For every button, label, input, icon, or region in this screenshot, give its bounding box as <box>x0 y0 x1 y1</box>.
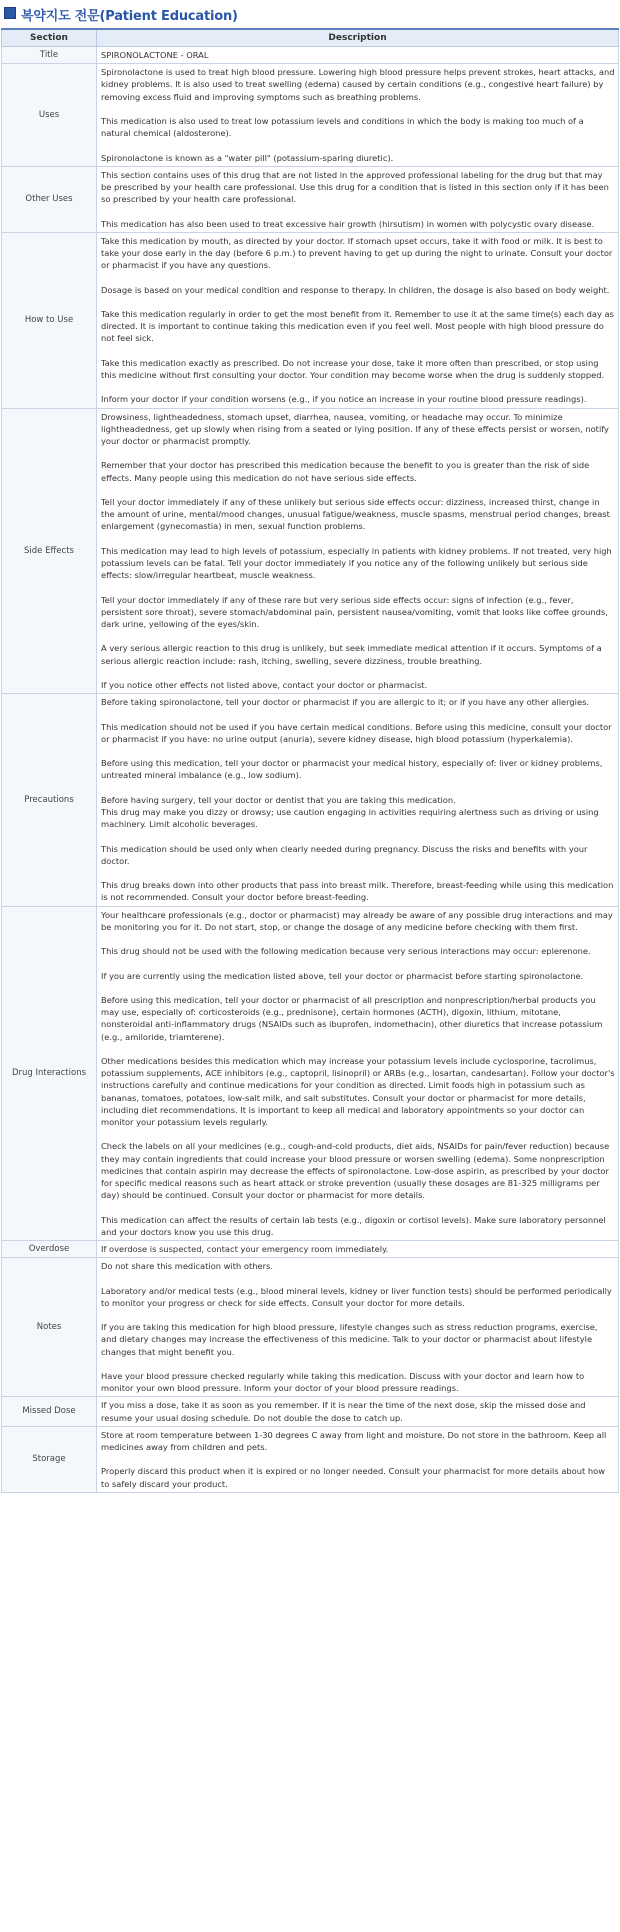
description-paragraph: A very serious allergic reaction to this drug is unlikely, but seek immediate medical attention if it occurs. Symptoms of a serious allergic reaction include: rash, itching, swelling, severe dizziness, trouble breathing. <box>101 643 602 666</box>
table-row <box>2 1258 619 1397</box>
description-paragraph: Before taking spironolactone, tell your doctor or pharmacist if you are allergic to it; or if you have any other allergies. <box>101 697 590 708</box>
description-paragraph: SPIRONOLACTONE - ORAL <box>101 50 209 60</box>
description-paragraph: Inform your doctor if your condition worsens (e.g., if you notice an increase in your routine blood pressure readings). <box>101 394 587 405</box>
description-paragraph: This section contains uses of this drug that are not listed in the approved professional labeling for the drug but that may be prescribed by your health care professional. Use this drug for a condition that is listed in this section only if it has been so prescribed by your health care professional. <box>101 169 609 205</box>
description-paragraph: Laboratory and/or medical tests (e.g., blood mineral levels, kidney or liver function tests) should be performed periodically to monitor your progress or check for side effects. Consult your doctor for more details. <box>101 1285 612 1308</box>
table-row <box>2 47 619 64</box>
description-paragraph: Tell your doctor immediately if any of these unlikely but serious side effects occur: dizziness, increased thirst, change in the amount of urine, mental/mood changes, unusual fatigue/weakness, muscle spasms, menstrual period changes, breast enlargement (gynecomastia) in men, sexual function problems. <box>101 496 610 532</box>
description-paragraph: Take this medication exactly as prescribed. Do not increase your dose, take it more often than prescribed, or stop using this medicine without first consulting your doctor. Your condition may become worse when the drug is suddenly stopped. <box>101 357 605 380</box>
description-paragraph: Have your blood pressure checked regularly while taking this medication. Discuss with your doctor and learn how to monitor your own blood pressure. Inform your doctor of your blood pressure readings. <box>101 1370 585 1394</box>
description-paragraph: Store at room temperature between 1-30 degrees C away from light and moisture. Do not store in the bathroom. Keep all medicines away from children and pets. <box>101 1429 607 1452</box>
description-paragraph: Dosage is based on your medical condition and response to therapy. In children, the dosage is also based on body weight. <box>101 284 610 295</box>
description-paragraph: If you miss a dose, take it as soon as you remember. If it is near the time of the next dose, skip the missed dose and resume your usual dosing schedule. Do not double the dose to catch up. <box>101 1400 586 1423</box>
description-paragraph: If overdose is suspected, contact your emergency room immediately. <box>101 1243 389 1254</box>
table-row <box>2 232 619 408</box>
description-paragraph: This medication may lead to high levels of potassium, especially in patients with kidney problems. If not treated, very high potassium levels can be fatal. Tell your doctor immediately if you notice any of the following unlikely but serious side effects: slow/irregular heartbeat, muscle weakness. <box>101 545 612 581</box>
section-label: Other Uses <box>2 166 97 232</box>
description-paragraph: This drug should not be used with the following medication because very serious interactions may occur: eplerenone. <box>101 946 591 957</box>
section-description <box>97 232 619 408</box>
patient-education-table <box>1 28 619 1493</box>
section-description <box>97 166 619 232</box>
section-description <box>97 47 619 64</box>
description-paragraph: This medication can affect the results of certain lab tests (e.g., digoxin or cortisol levels). Make sure laboratory personnel and your doctors know you use this drug. <box>101 1214 606 1237</box>
column-header-section: Section <box>2 29 97 47</box>
description-paragraph: This medication is also used to treat low potassium levels and conditions in which the body is making too much of a natural chemical (aldosterone). <box>101 116 584 139</box>
section-description <box>97 1240 619 1257</box>
description-paragraph: This medication should not be used if you have certain medical conditions. Before using this medicine, consult your doctor or pharmacist if you have: no urine output (anuria), severe kidney disease, high blood potassium (hyperkalemia). <box>101 721 612 744</box>
section-label: Missed Dose <box>2 1397 97 1426</box>
section-description <box>97 408 619 694</box>
description-paragraph: Take this medication by mouth, as directed by your doctor. If stomach upset occurs, take it with food or milk. It is best to take your dose early in the day (before 6 p.m.) to prevent having to get up during the night to urinate. Consult your doctor or pharmacist if you have any questions. <box>101 235 613 271</box>
table-row <box>2 1426 619 1492</box>
section-label: Overdose <box>2 1240 97 1257</box>
description-paragraph: Before using this medication, tell your doctor or pharmacist your medical history, especially of: liver or kidney problems, untreated mineral imbalance (e.g., low sodium). <box>101 758 603 781</box>
table-body <box>2 47 619 1493</box>
description-paragraph: Check the labels on all your medicines (e.g., cough-and-cold products, diet aids, NSAIDs for pain/fever reduction) because they may contain ingredients that could increase your blood pressure or worsen swelling (edema). Some nonprescription medicines that contain aspirin may decrease the effects of spironolactone. Low-dose aspirin, as prescribed by your doctor for specific medical reasons such as heart attack or stroke prevention (usually these dosages are 81-325 milligrams per day) should be continued. Consult your doctor or pharmacist for more details. <box>101 1141 610 1201</box>
description-paragraph: If you notice other effects not listed above, contact your doctor or pharmacist. <box>101 679 428 690</box>
description-paragraph: This drug breaks down into other products that pass into breast milk. Therefore, breast-feeding while using this medication is not recommended. Consult your doctor before breast-feeding. <box>101 880 614 903</box>
section-label: Precautions <box>2 694 97 906</box>
table-row <box>2 694 619 906</box>
column-header-description: Description <box>97 29 619 47</box>
section-description <box>97 906 619 1240</box>
table-row <box>2 1240 619 1257</box>
description-paragraph: Remember that your doctor has prescribed this medication because the benefit to you is greater than the risk of side effects. Many people using this medication do not have serious side effects. <box>101 460 590 483</box>
description-paragraph: If you are taking this medication for high blood pressure, lifestyle changes such as stress reduction programs, exercise, and dietary changes may increase the effectiveness of this medicine. Talk to your doctor or pharmacist about lifestyle changes that might benefit you. <box>101 1322 598 1357</box>
description-paragraph: If you are currently using the medication listed above, tell your doctor or pharmacist before starting spironolactone. <box>101 970 584 981</box>
description-paragraph: Take this medication regularly in order to get the most benefit from it. Remember to use it at the same time(s) each day as directed. It is important to continue taking this medication even if you feel well. Most people with high blood pressure do not feel sick. <box>101 308 614 344</box>
page-header <box>0 0 620 28</box>
section-description <box>97 1258 619 1397</box>
section-description <box>97 64 619 167</box>
page-title: 복약지도 전문(Patient Education) <box>21 8 238 24</box>
section-description <box>97 1426 619 1492</box>
section-label: Side Effects <box>2 408 97 694</box>
section-description <box>97 1397 619 1426</box>
section-description <box>97 694 619 906</box>
square-bullet-icon <box>4 7 16 19</box>
description-paragraph: Spironolactone is known as a "water pill" (potassium-sparing diuretic). <box>101 152 394 163</box>
section-label: Drug Interactions <box>2 906 97 1240</box>
table-row <box>2 64 619 167</box>
description-paragraph: This drug may make you dizzy or drowsy; use caution engaging in activities requiring alertness such as driving or using machinery. Limit alcoholic beverages. <box>101 806 599 830</box>
description-paragraph: Your healthcare professionals (e.g., doctor or pharmacist) may already be aware of any possible drug interactions and may be monitoring you for it. Do not start, stop, or change the dosage of any medicine before checking with them first. <box>101 909 613 932</box>
table-row <box>2 1397 619 1426</box>
description-paragraph: Other medications besides this medication which may increase your potassium levels include cyclosporine, tacrolimus, potassium supplements, ACE inhibitors (e.g., captopril, lisinopril) or ARBs (e.g., losartan, candesartan). Follow your doctor's instructions carefully and continue medications for your condition as directed. Limit foods high in potassium such as bananas, tomatoes, potatoes, low-salt milk, and salt substitutes. Consult your doctor or pharmacist for more details, including diet recommendations. It is important to keep all medical and laboratory appointments so your doctor can monitor your potassium levels regularly. <box>101 1055 615 1127</box>
section-label: Uses <box>2 64 97 167</box>
description-paragraph: Do not share this medication with others. <box>101 1261 273 1272</box>
section-label: Notes <box>2 1258 97 1397</box>
description-paragraph: Tell your doctor immediately if any of these rare but very serious side effects occur: signs of infection (e.g., fever, persistent sore throat), severe stomach/abdominal pain, persistent nausea/vomiting, vomit that looks like coffee grounds, dark urine, yellowing of the eyes/skin. <box>101 594 608 629</box>
description-paragraph: Spironolactone is used to treat high blood pressure. Lowering high blood pressure helps prevent strokes, heart attacks, and kidney problems. It is also used to treat swelling (edema) caused by certain conditions (e.g., congestive heart failure) by removing excess fluid and improving symptoms such as breathing problems. <box>101 67 615 102</box>
section-label: Storage <box>2 1426 97 1492</box>
section-label: How to Use <box>2 232 97 408</box>
table-header-row <box>2 29 619 47</box>
table-row <box>2 408 619 694</box>
table-row <box>2 166 619 232</box>
description-paragraph: Drowsiness, lightheadedness, stomach upset, diarrhea, nausea, vomiting, or headache may occur. To minimize lightheadedness, get up slowly when rising from a seated or lying position. If any of these effects persist or worsen, notify your doctor or pharmacist promptly. <box>101 411 609 446</box>
description-paragraph: Properly discard this product when it is expired or no longer needed. Consult your pharmacist for more details about how to safely discard your product. <box>101 1466 606 1489</box>
description-paragraph: This medication should be used only when clearly needed during pregnancy. Discuss the risks and benefits with your doctor. <box>101 843 588 866</box>
description-paragraph: This medication has also been used to treat excessive hair growth (hirsutism) in women with polycystic ovary disease. <box>101 218 595 229</box>
table-row <box>2 906 619 1240</box>
description-paragraph: Before having surgery, tell your doctor or dentist that you are taking this medication. <box>101 794 456 805</box>
description-paragraph: Before using this medication, tell your doctor or pharmacist of all prescription and nonprescription/herbal products you may use, especially of: corticosteroids (e.g., prednisone), certain hormones (ACTH), digoxin, lithium, mitotane, nonsteroidal anti-inflammatory drugs (NSAIDs such as ibuprofen, indomethacin), other diuretics that increase potassium (e.g., amiloride, triamterene). <box>101 994 603 1042</box>
section-label: Title <box>2 47 97 64</box>
